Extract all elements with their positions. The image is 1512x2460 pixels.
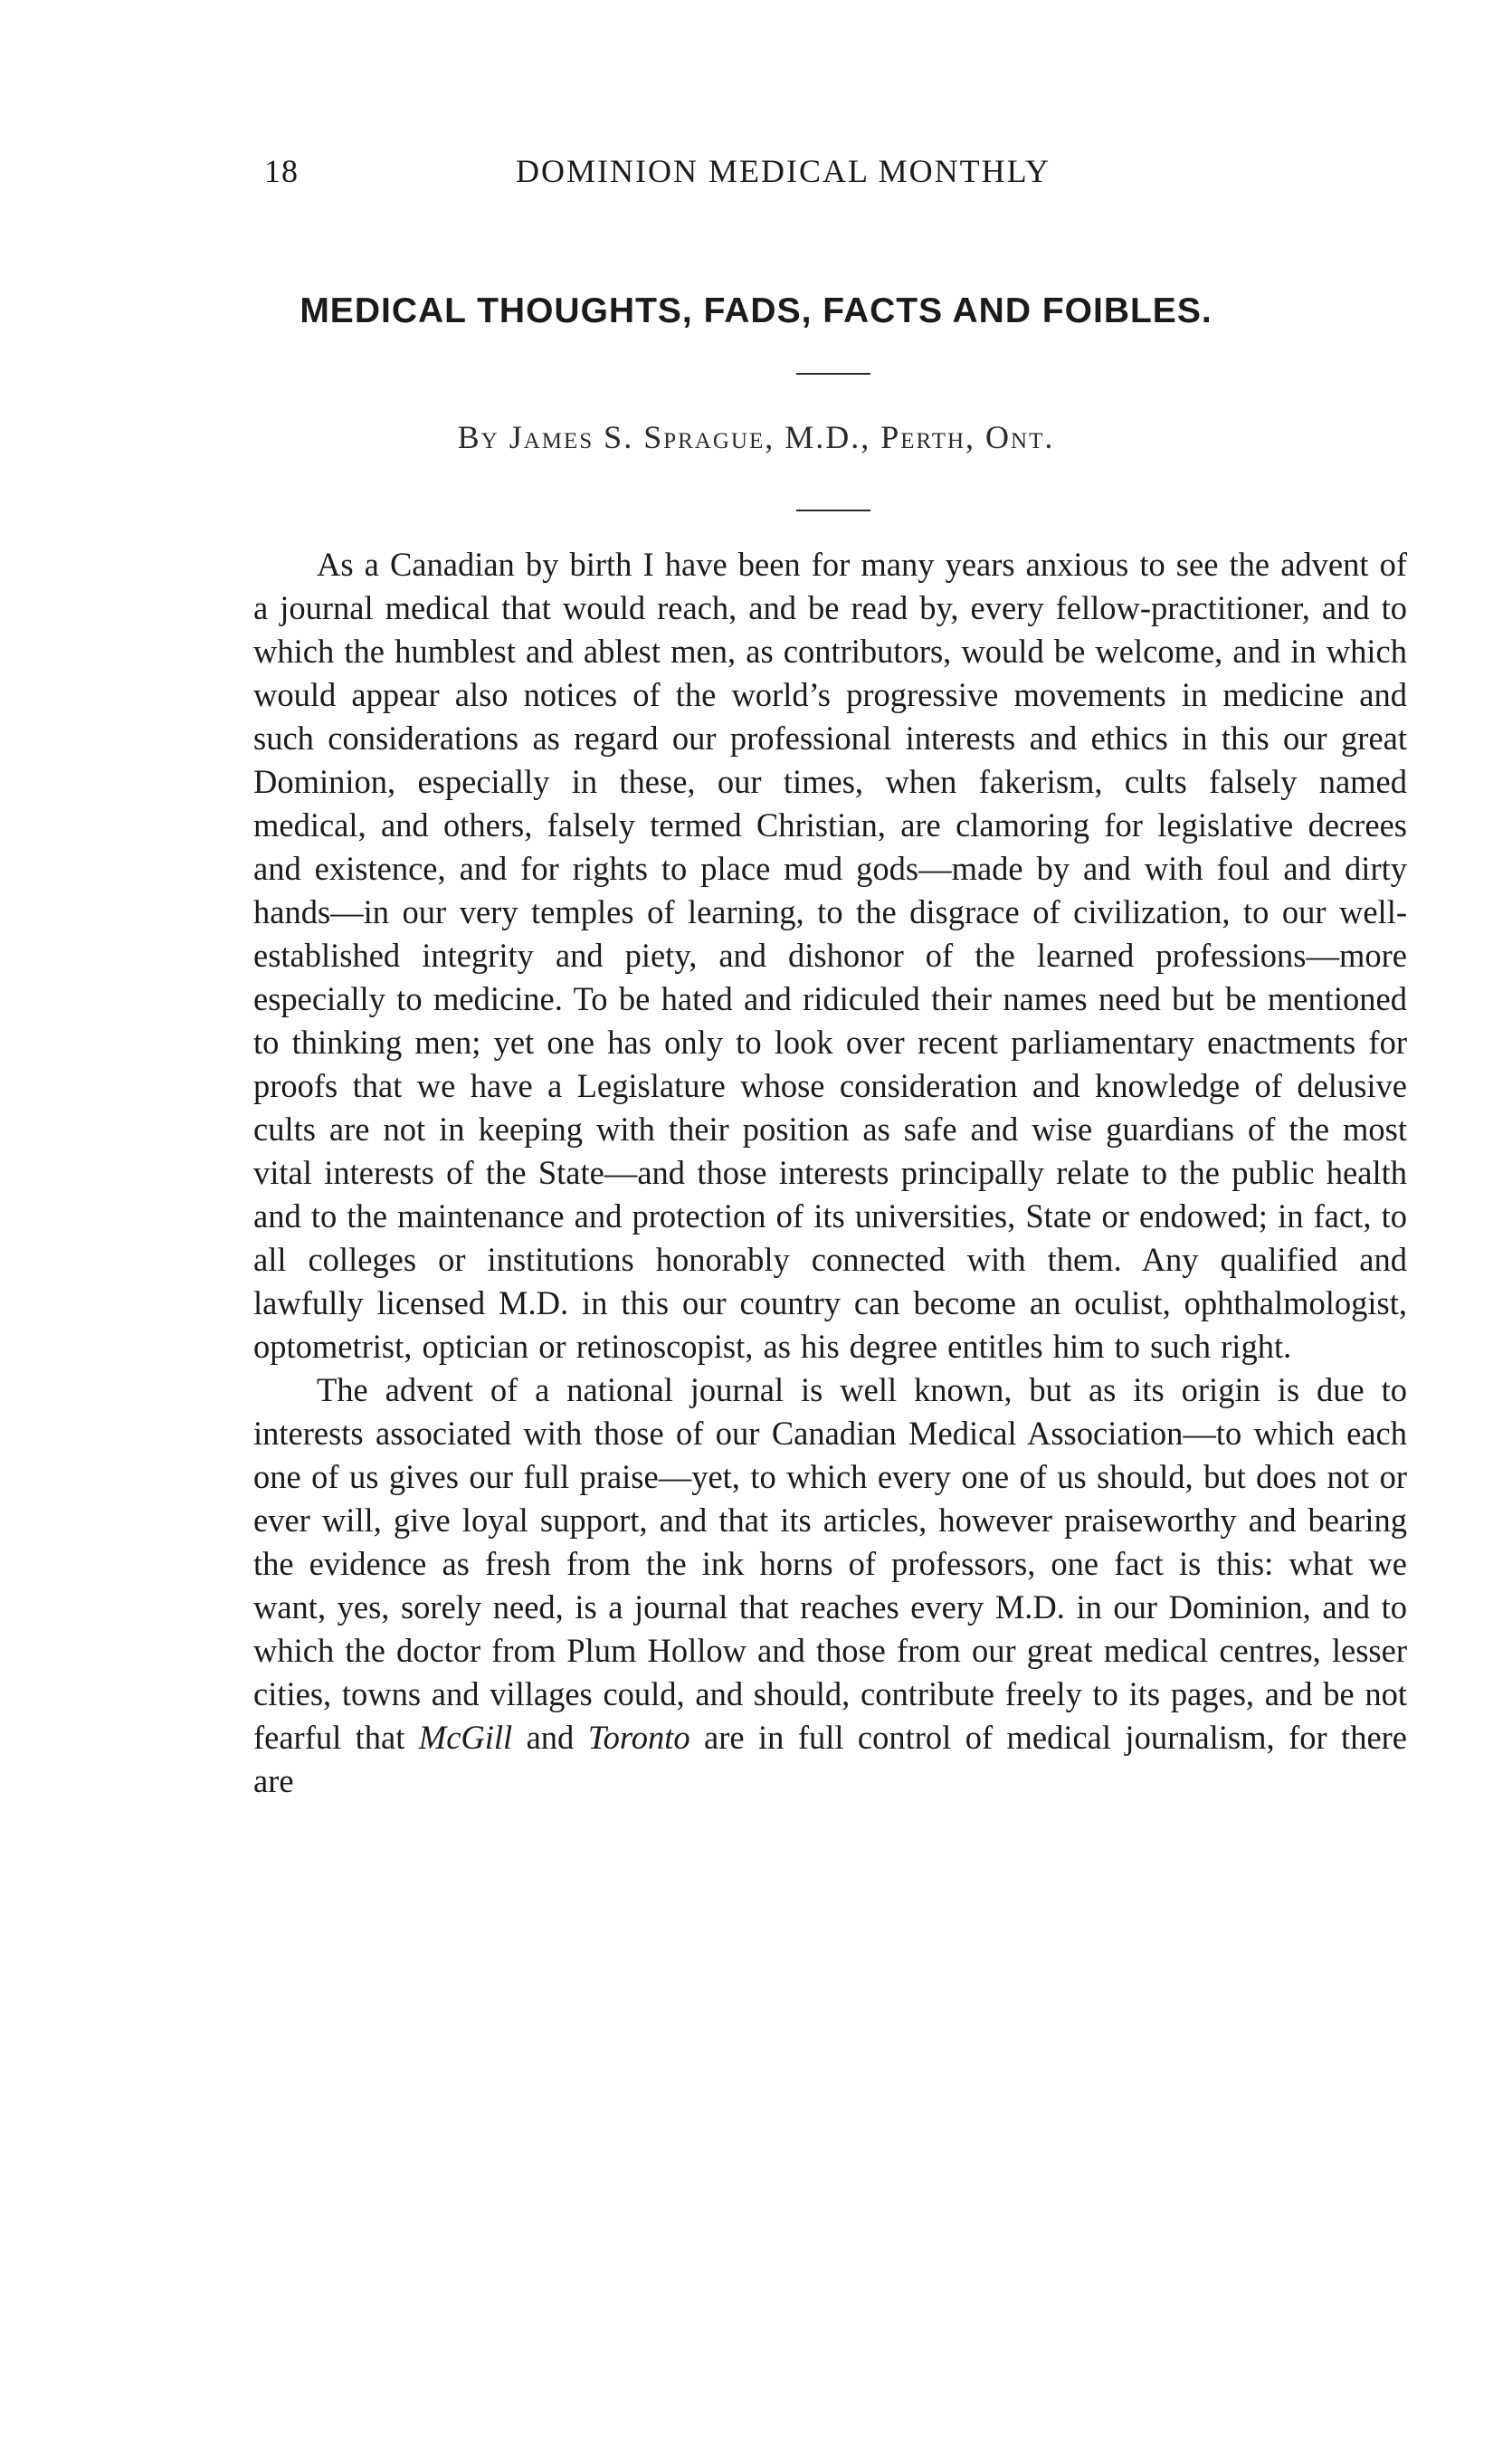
- article-body: [253, 543, 1407, 1803]
- running-head: [264, 152, 1260, 199]
- paragraph-2: [253, 1368, 1407, 1803]
- byline-divider: [796, 510, 870, 511]
- page-number: 18: [264, 153, 299, 189]
- paragraph-2-text-start: The advent of a national journal is well known, but as its origin is due to interests associated with those of our Canadian Medical Association—to which each one of us gives our full praise—yet, to which every one of us should, but does not or ever will, give loyal support, and that its articles, however praiseworthy and bearing the evidence as fresh from the ink horns of professors, one fact is this: what we want, yes, sorely need, is a journal that reaches every M.D. in our Dominion, and to which the doctor from Plum Hollow and those from our great medical centres, lesser cities, towns and villages could, and should, contribute freely to its pages, and be not fearful that: [253, 1371, 1407, 1756]
- article-title: MEDICAL THOUGHTS, FADS, FACTS AND FOIBLES.: [300, 291, 1212, 330]
- italic-mcgill: McGill: [418, 1719, 513, 1756]
- italic-toronto: Toronto: [587, 1719, 690, 1756]
- conjunction-and: and: [512, 1719, 588, 1756]
- paragraph-1: As a Canadian by birth I have been for many years anxious to see the advent of a journal medical that would reach, and be read by, every fellow-practitioner, and to which the humblest and ablest men, as contributors, would be welcome, and in which would appear also notices of the world’s progressive movements in medicine and such considerations as regard our professional interests and ethics in this our great Dominion, especially in these, our times, when fakerism, cults falsely named medical, and others, falsely termed Christian, are clamoring for legislative decrees and existence, and for rights to place mud gods—made by and with foul and dirty hands—in our very temples of learning, to the disgrace of civilization, to our well-established integrity and piety, and dishonor of the learned professions—more especially to medicine. To be hated and ridiculed their names need but be mentioned to thinking men; yet one has only to look over recent parliamentary enactments for proofs that we have a Legislature whose consideration and knowledge of delusive cults are not in keeping with their position as safe and wise guardians of the most vital interests of the State—and those interests principally relate to the public health and to the maintenance and protection of its universities, State or endowed; in fact, to all colleges or institutions honorably connected with them. Any qualified and lawfully licensed M.D. in this our country can become an oculist, ophthalmologist, optometrist, optician or retinoscopist, as his degree entitles him to such right.: [253, 546, 1407, 1365]
- journal-title: DOMINION MEDICAL MONTHLY: [516, 153, 1051, 189]
- author-byline: By James S. Sprague, M.D., Perth, Ont.: [457, 419, 1055, 455]
- paragraph-2-text-end: are in full control of medical journalism, for there are: [253, 1719, 1407, 1799]
- title-divider: [796, 373, 870, 375]
